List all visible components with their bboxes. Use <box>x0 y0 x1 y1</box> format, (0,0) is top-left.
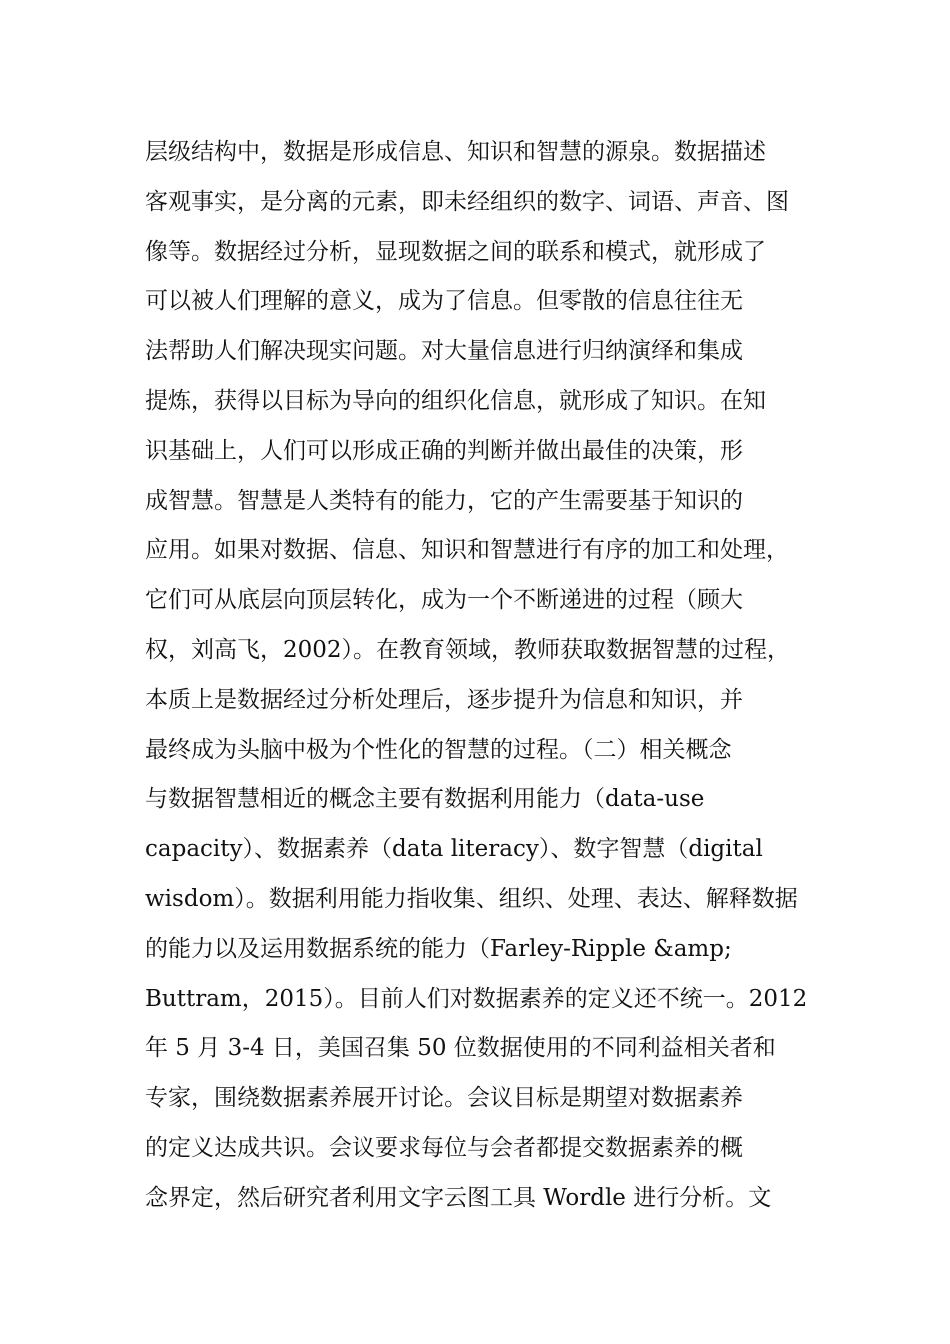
text-line: 客观事实，是分离的元素，即未经组织的数字、词语、声音、图 <box>145 188 789 215</box>
text-line: Buttram，2015）。目前人们对数据素养的定义还不统一。2012 <box>145 985 808 1012</box>
text-line: 成智慧。智慧是人类特有的能力，它的产生需要基于知识的 <box>145 487 743 514</box>
text-line: 年 5 月 3-4 日，美国召集 50 位数据使用的不同利益相关者和 <box>145 1035 776 1062</box>
text-line: 的定义达成共识。会议要求每位与会者都提交数据素养的概 <box>145 1134 743 1161</box>
text-line: 法帮助人们解决现实问题。对大量信息进行归纳演绎和集成 <box>145 338 743 365</box>
text-line: capacity）、数据素养（data literacy）、数字智慧（digital <box>145 836 763 863</box>
body-text <box>145 128 825 1224</box>
text-line: 识基础上，人们可以形成正确的判断并做出最佳的决策，形 <box>145 437 743 464</box>
text-line: 念界定，然后研究者利用文字云图工具 Wordle 进行分析。文 <box>145 1184 772 1211</box>
text-line: 层级结构中，数据是形成信息、知识和智慧的源泉。数据描述 <box>145 139 766 165</box>
text-line: 最终成为头脑中极为个性化的智慧的过程。（二）相关概念 <box>145 736 732 763</box>
text-line: wisdom）。数据利用能力指收集、组织、处理、表达、解释数据 <box>145 885 798 912</box>
text-line: 专家，围绕数据素养展开讨论。会议目标是期望对数据素养 <box>145 1085 743 1112</box>
text-line: 与数据智慧相近的概念主要有数据利用能力（data-use <box>145 786 705 813</box>
text-line: 权，刘高飞，2002）。在教育领域，教师获取数据智慧的过程， <box>145 636 791 663</box>
text-line: 的能力以及运用数据系统的能力（Farley-Ripple &amp; <box>145 935 732 962</box>
text-line: 像等。数据经过分析，显现数据之间的联系和模式，就形成了 <box>145 238 766 265</box>
text-line: 应用。如果对数据、信息、知识和智慧进行有序的加工和处理， <box>145 537 789 564</box>
text-line: 提炼，获得以目标为导向的组织化信息，就形成了知识。在知 <box>145 387 766 414</box>
text-line: 它们可从底层向顶层转化，成为一个不断递进的过程（顾大 <box>145 587 743 614</box>
text-line: 本质上是数据经过分析处理后，逐步提升为信息和知识，并 <box>145 686 743 713</box>
text-line: 可以被人们理解的意义，成为了信息。但零散的信息往往无 <box>145 288 743 315</box>
